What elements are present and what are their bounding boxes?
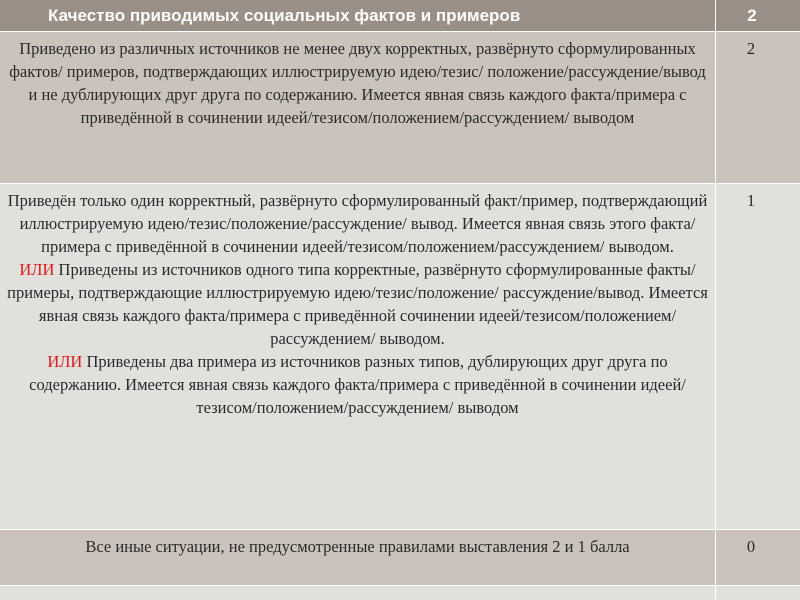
description-part-3: Приведены два примера из источников разных типов, дублирующих друг друга по содержанию. Имеется явная связь каждого факта/примера с приведённой в сочинении идеей/тезисом/положением/рассуждением/ выводом (29, 352, 686, 417)
header-max-score: 2 (747, 6, 757, 25)
row-score: 1 (746, 191, 756, 210)
row-description: Все иные ситуации, не предусмотренные правилами выставления 2 и 1 балла (85, 537, 630, 556)
score-cell (716, 32, 800, 183)
description-cell (0, 184, 716, 529)
empty-cell (0, 586, 716, 600)
description-cell (0, 32, 716, 183)
table-header-row (0, 0, 800, 32)
table-row-score-1 (0, 184, 800, 530)
or-label: ИЛИ (47, 352, 83, 371)
table-row-empty (0, 586, 800, 600)
row-description: Приведено из различных источников не менее двух корректных, развёрнуто сформулированных фактов/ примеров, подтверждающих иллюстрируемую идею/тезис/ положение/рассуждение/вывод и не дублирующих друг друга по содержанию. Имеется явная связь каждого факта/примера с приведённой в сочинении идеей/тезисом/положением/рассуждением/ выводом (9, 39, 706, 127)
empty-score-cell (716, 586, 800, 600)
row-description (0, 184, 715, 419)
header-criterion-text: Качество приводимых социальных фактов и примеров (48, 6, 521, 25)
score-cell (716, 184, 800, 529)
score-cell (716, 530, 800, 585)
description-part-1: Приведён только один корректный, развёрнуто сформулированный факт/пример, подтверждающий иллюстрируемую идею/тезис/положение/рассуждение/ вывод. Имеется явная связь этого факта/примера с приведённой в сочинении идеей/тезисом/положением/рассуждением/ выводом. (7, 191, 708, 256)
description-cell (0, 530, 716, 585)
row-score: 2 (746, 39, 756, 58)
table-row-score-0 (0, 530, 800, 586)
description-part-2: Приведены из источников одного типа корректные, развёрнуто сформулированные факты/примеры, подтверждающие иллюстрируемую идею/тезис/положение/ рассуждение/вывод. Имеется явная связь каждого факта/примера с приведённой сочинении идеей/тезисом/положением/рассуждением/ выводом. (7, 260, 708, 348)
header-score-cell (716, 0, 800, 31)
header-criterion-cell (0, 0, 716, 31)
or-label: ИЛИ (19, 260, 55, 279)
row-score: 0 (746, 537, 756, 556)
table-row-score-2 (0, 32, 800, 184)
